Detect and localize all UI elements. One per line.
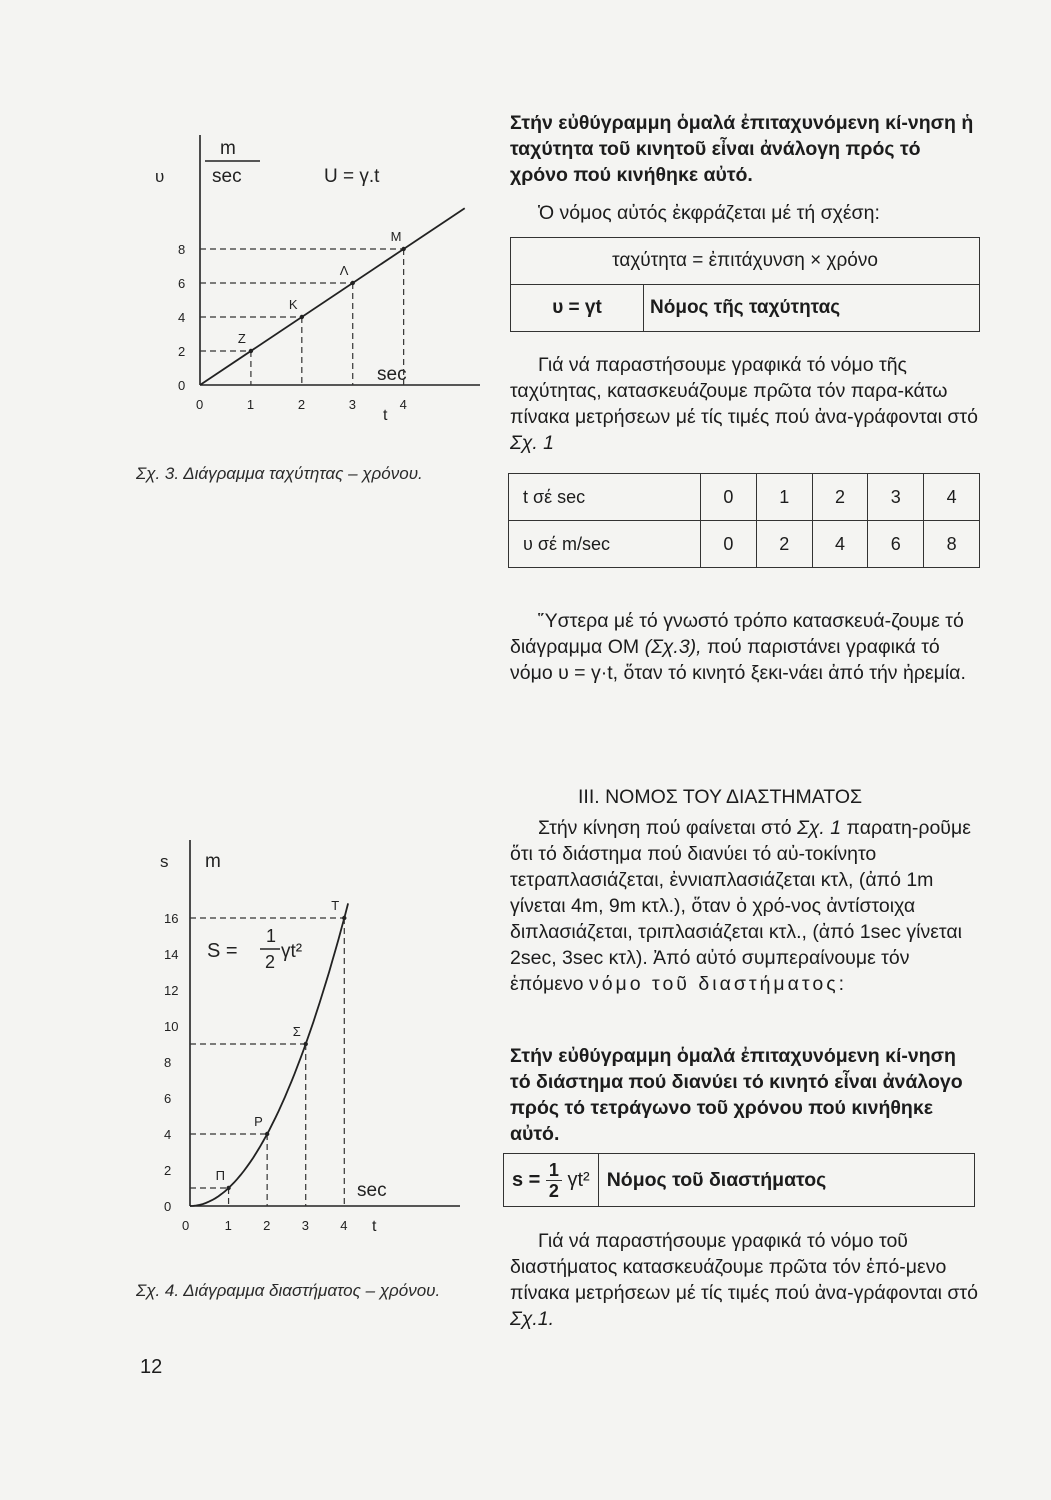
- velocity-law-words: ταχύτητα = ἐπιτάχυνση × χρόνο: [511, 238, 980, 285]
- y-tick-label: 16: [164, 911, 179, 926]
- x-tick-label: 0: [182, 1218, 190, 1233]
- x-tick-label: 4: [399, 397, 407, 412]
- x-tick-label: 4: [340, 1218, 348, 1233]
- y-tick-label: 2: [178, 344, 186, 359]
- equation-rhs: γt²: [281, 941, 303, 962]
- data-point: [342, 916, 346, 920]
- paragraph-text: Γιά νά παραστήσουμε γραφικά τό νόμο τῆς ταχύτητας, κατασκευάζουμε πρῶτα τόν παρα-κάτω πίνακα μετρήσεων μέ τίς τιμές πού ἀνα-γράφονται στό: [510, 354, 978, 428]
- velocity-law-box: [510, 237, 980, 332]
- y-unit-numerator: m: [220, 138, 236, 159]
- equation-lhs: S =: [207, 940, 238, 962]
- data-point: [265, 1132, 269, 1136]
- figure-3: [150, 130, 480, 430]
- series-line: [200, 208, 465, 385]
- fraction-denominator: 2: [548, 1180, 559, 1201]
- data-point: [304, 1042, 308, 1046]
- diagram-construction-paragraph: [510, 608, 980, 686]
- x-axis-symbol: t: [372, 1218, 377, 1235]
- velocity-law-statement: Στήν εὐθύγραμμη ὁμαλά ἐπιταχυνόμενη κί-νηση ἡ ταχύτητα τοῦ κινητοῦ εἶναι ἀνάλογη πρός τό χρόνο πού κινήθηκε αὐτό.: [510, 112, 974, 186]
- table-cell: 4: [812, 521, 868, 568]
- measurement-table: [508, 473, 980, 568]
- page-number: 12: [140, 1356, 163, 1378]
- figure-reference: Σχ. 1: [510, 432, 555, 454]
- point-label: M: [390, 229, 402, 244]
- table-row-label: υ σέ m/sec: [509, 521, 701, 568]
- formula-rhs: γt²: [567, 1168, 590, 1191]
- y-tick-label: 6: [178, 276, 186, 291]
- table-row: [509, 521, 980, 568]
- distance-observation-paragraph: [510, 815, 980, 997]
- x-tick-label: 2: [263, 1218, 271, 1233]
- data-point: [351, 281, 355, 285]
- paragraph-text: παρατη-ροῦμε ὅτι τό διάστημα πού διανύει τό αὐ-τοκίνητο τετραπλασιάζεται, ἐννιαπλασιάζεται κτλ, (ἀπό 1m γίνεται 4m, 9m κτλ.), ὅταν ὁ χρό-νος ἀντίστοιχα διπλασιάζεται, τριπλασιάζεται κτλ., (ἀπό 1sec γίνεται 2sec, 3sec κτλ). Ἀπό αὐτό συμπεραίνουμε τόν ἑπόμενο: [510, 817, 971, 995]
- table-row-label: t σέ sec: [509, 474, 701, 521]
- y-unit-denominator: sec: [212, 166, 242, 187]
- y-tick-label: 8: [178, 242, 186, 257]
- table-cell: 8: [924, 521, 980, 568]
- y-tick-label: 0: [164, 1199, 172, 1214]
- fraction-numerator: 1: [546, 1160, 562, 1181]
- x-axis-unit: sec: [377, 364, 407, 385]
- table-cell: 2: [812, 474, 868, 521]
- equation-denominator: 2: [265, 952, 276, 972]
- equation-numerator: 1: [266, 926, 277, 946]
- section-heading: III. ΝΟΜΟΣ ΤΟΥ ΔΙΑΣΤΗΜΑΤΟΣ: [578, 786, 863, 808]
- table-cell: 3: [868, 474, 924, 521]
- distance-graph-paragraph: [510, 1228, 980, 1332]
- point-label: Π: [215, 1168, 225, 1183]
- data-point: [300, 315, 304, 319]
- y-tick-label: 6: [164, 1091, 172, 1106]
- y-tick-label: 4: [164, 1127, 172, 1142]
- table-cell: 0: [701, 474, 757, 521]
- point-label: T: [331, 898, 340, 913]
- relation-intro: Ὁ νόμος αὐτός ἐκφράζεται μέ τή σχέση:: [538, 202, 880, 224]
- x-axis-symbol: t: [383, 407, 388, 424]
- x-axis-unit: sec: [357, 1180, 387, 1201]
- y-tick-label: 0: [178, 378, 186, 393]
- x-tick-label: 1: [224, 1218, 232, 1233]
- data-point: [249, 349, 253, 353]
- y-axis-symbol: s: [160, 852, 169, 871]
- paragraph-text: Γιά νά παραστήσουμε γραφικά τό νόμο τοῦ διαστήματος κατασκευάζουμε πρῶτα τόν ἑπό-μενο πίνακα μετρήσεων μέ τίς τιμές πού ἀνα-γράφονται στό: [510, 1230, 978, 1304]
- data-point: [226, 1186, 230, 1190]
- y-tick-label: 12: [164, 983, 179, 998]
- velocity-graph-paragraph: [510, 352, 980, 456]
- velocity-time-chart: [150, 130, 480, 430]
- distance-law-statement: Στήν εὐθύγραμμη ὁμαλά ἐπιταχυνόμενη κί-νηση τό διάστημα πού διανύει τό κινητό εἶναι ἀνάλογο πρός τό τετράγωνο τοῦ χρόνου πού κινήθηκε αὐτό.: [510, 1045, 963, 1145]
- y-tick-label: 8: [164, 1055, 172, 1070]
- point-label: P: [254, 1114, 263, 1129]
- table-cell: 6: [868, 521, 924, 568]
- y-tick-label: 4: [178, 310, 186, 325]
- figure-reference: Σχ.1.: [510, 1308, 555, 1330]
- x-tick-label: 1: [246, 397, 255, 412]
- formula-fraction: [546, 1160, 562, 1201]
- data-point: [401, 247, 405, 251]
- point-label: K: [288, 297, 298, 312]
- y-axis-symbol: υ: [155, 167, 165, 186]
- paragraph-text: Στήν κίνηση πού φαίνεται στό: [538, 817, 798, 839]
- table-row: [509, 474, 980, 521]
- figure-reference: Σχ. 1: [797, 817, 842, 839]
- velocity-law-formula: υ = γt: [511, 285, 644, 332]
- table-cell: 0: [701, 521, 757, 568]
- distance-law-box: [503, 1153, 975, 1207]
- x-tick-label: 3: [301, 1218, 309, 1233]
- y-tick-label: 14: [164, 947, 179, 962]
- x-tick-label: 3: [348, 397, 356, 412]
- figure-4: [150, 835, 460, 1245]
- y-tick-label: 2: [164, 1163, 172, 1178]
- y-unit: m: [205, 851, 221, 872]
- distance-law-formula: [504, 1154, 599, 1206]
- point-label: Λ: [339, 263, 349, 278]
- velocity-law-name: Νόμος τῆς ταχύτητας: [644, 285, 980, 332]
- point-label: Σ: [292, 1024, 301, 1039]
- figure-4-caption: Σχ. 4. Διάγραμμα διαστήματος – χρόνου.: [136, 1281, 441, 1300]
- paragraph-text: Ὕστερα μέ τό γνωστό τρόπο κατασκευά-ζουμε τό διάγραμμα ΟΜ: [510, 610, 964, 658]
- figure-reference: (Σχ.3),: [644, 636, 702, 658]
- point-label: Z: [237, 331, 246, 346]
- distance-time-chart: [150, 835, 460, 1245]
- spaced-emphasis: νόμο τοῦ διαστήματος:: [588, 973, 848, 995]
- y-tick-label: 10: [164, 1019, 179, 1034]
- table-cell: 2: [756, 521, 812, 568]
- velocity-equation: U = γ.t: [324, 166, 380, 187]
- table-cell: 4: [924, 474, 980, 521]
- x-tick-label: 2: [297, 397, 306, 412]
- paragraph-text: πού παριστάνει γραφικά τό νόμο υ = γ·t, ὅταν τό κινητό ξεκι-νάει ἀπό τήν ἠρεμία.: [510, 636, 966, 684]
- x-tick-label: 0: [196, 397, 204, 412]
- table-cell: 1: [756, 474, 812, 521]
- distance-law-name: Νόμος τοῦ διαστήματος: [606, 1168, 827, 1191]
- formula-lhs: s =: [512, 1168, 541, 1191]
- figure-3-caption: Σχ. 3. Διάγραμμα ταχύτητας – χρόνου.: [136, 464, 423, 483]
